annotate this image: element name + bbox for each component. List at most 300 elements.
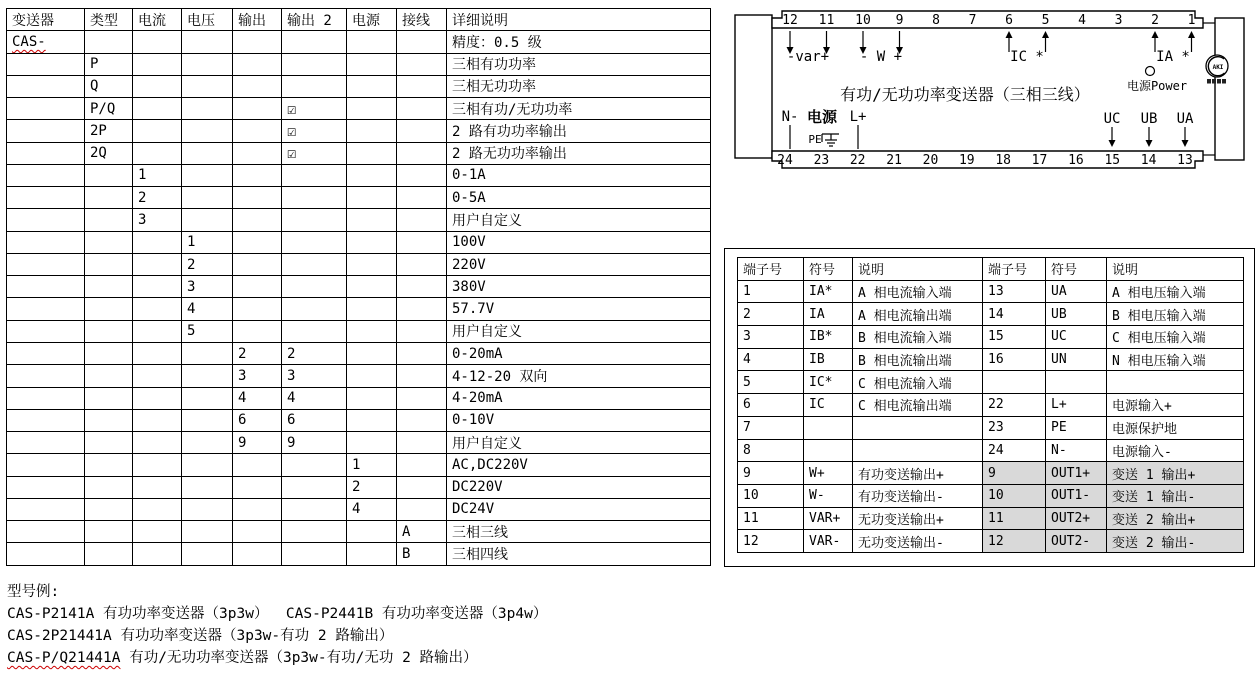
table-cell bbox=[7, 75, 85, 97]
table-cell: VAR+ bbox=[804, 507, 853, 530]
table-cell: 2 路无功功率输出 bbox=[447, 142, 711, 164]
earth-ground-icon bbox=[822, 134, 839, 146]
table-cell: A 相电压输入端 bbox=[1107, 280, 1244, 303]
table-cell bbox=[397, 298, 447, 320]
table-cell bbox=[182, 454, 233, 476]
table-cell bbox=[133, 142, 182, 164]
table-cell bbox=[7, 320, 85, 342]
table-cell bbox=[233, 298, 282, 320]
table-cell: C 相电流输出端 bbox=[853, 394, 983, 417]
table-cell bbox=[282, 543, 347, 566]
table-cell bbox=[182, 476, 233, 498]
bottom-terminal-strip bbox=[772, 151, 1203, 168]
table-cell: IB* bbox=[804, 326, 853, 349]
table-cell: 电源输入- bbox=[1107, 439, 1244, 462]
table-cell: 2 bbox=[738, 303, 804, 326]
table-cell: 电源输入+ bbox=[1107, 394, 1244, 417]
table-row bbox=[7, 387, 711, 409]
table-cell: 1 bbox=[738, 280, 804, 303]
table-cell: 2 bbox=[282, 342, 347, 364]
ia-input-label: IA * bbox=[1156, 49, 1190, 65]
table-cell bbox=[397, 320, 447, 342]
certification-badge-icon bbox=[1206, 55, 1228, 84]
table-row bbox=[7, 187, 711, 209]
table-cell bbox=[397, 209, 447, 231]
header-cell: 端子号 bbox=[738, 258, 804, 281]
table-cell: B 相电压输入端 bbox=[1107, 303, 1244, 326]
table-cell: 三相无功功率 bbox=[447, 75, 711, 97]
table-cell bbox=[7, 164, 85, 186]
table-cell: 14 bbox=[983, 303, 1046, 326]
table-cell: 变送 1 输出- bbox=[1107, 484, 1244, 507]
table-cell bbox=[397, 253, 447, 275]
table-cell: 13 bbox=[983, 280, 1046, 303]
table-cell bbox=[182, 543, 233, 566]
top-terminal-strip bbox=[772, 11, 1203, 28]
table-cell bbox=[397, 432, 447, 454]
table-cell: 1 bbox=[182, 231, 233, 253]
table-cell bbox=[397, 75, 447, 97]
table-cell bbox=[133, 231, 182, 253]
table-cell: 100V bbox=[447, 231, 711, 253]
table-cell: 4 bbox=[233, 387, 282, 409]
table-cell: UC bbox=[1046, 326, 1107, 349]
var-output-label: -var+ bbox=[786, 49, 830, 65]
table-cell: 用户自定义 bbox=[447, 432, 711, 454]
table-cell bbox=[233, 209, 282, 231]
table-cell bbox=[282, 521, 347, 543]
table-cell bbox=[282, 209, 347, 231]
table-cell: IC* bbox=[804, 371, 853, 394]
header-cell: 变送器 bbox=[7, 9, 85, 31]
table-cell bbox=[233, 454, 282, 476]
table-cell bbox=[133, 498, 182, 520]
table-cell bbox=[347, 543, 397, 566]
table-cell: 三相有功功率 bbox=[447, 53, 711, 75]
terminal-number: 12 bbox=[782, 13, 798, 28]
table-cell: 12 bbox=[738, 530, 804, 553]
table-cell: OUT2+ bbox=[1046, 507, 1107, 530]
table-cell: OUT1- bbox=[1046, 484, 1107, 507]
table-cell: 2 bbox=[182, 253, 233, 275]
table-row bbox=[738, 462, 1244, 485]
table-cell bbox=[347, 298, 397, 320]
table-cell bbox=[347, 75, 397, 97]
table-cell bbox=[85, 521, 133, 543]
terminal-number: 24 bbox=[777, 153, 793, 168]
table-cell bbox=[397, 53, 447, 75]
table-cell bbox=[182, 409, 233, 431]
table-cell bbox=[85, 253, 133, 275]
terminal-number: 18 bbox=[995, 153, 1012, 168]
table-cell: 三相四线 bbox=[447, 543, 711, 566]
table-cell: N- bbox=[1046, 439, 1107, 462]
table-cell: 有功变送输出- bbox=[853, 484, 983, 507]
table-cell bbox=[282, 298, 347, 320]
table-cell bbox=[347, 365, 397, 387]
ic-input-label: IC * bbox=[1010, 49, 1044, 65]
table-cell bbox=[282, 53, 347, 75]
table-cell bbox=[282, 454, 347, 476]
table-cell bbox=[182, 75, 233, 97]
header-cell: 类型 bbox=[85, 9, 133, 31]
header-row bbox=[738, 258, 1244, 281]
table-cell bbox=[347, 342, 397, 364]
table-cell: OUT2- bbox=[1046, 530, 1107, 553]
table-cell bbox=[397, 498, 447, 520]
table-cell: 无功变送输出+ bbox=[853, 507, 983, 530]
table-cell bbox=[85, 31, 133, 53]
table-cell: 变送 2 输出- bbox=[1107, 530, 1244, 553]
table-cell bbox=[397, 142, 447, 164]
table-row bbox=[7, 75, 711, 97]
table-cell bbox=[347, 209, 397, 231]
table-cell: 220V bbox=[447, 253, 711, 275]
table-cell bbox=[133, 476, 182, 498]
table-cell bbox=[347, 231, 397, 253]
table-cell: 15 bbox=[983, 326, 1046, 349]
table-cell: 2 路有功功率输出 bbox=[447, 120, 711, 142]
table-cell bbox=[85, 209, 133, 231]
table-row bbox=[7, 432, 711, 454]
table-cell: 3 bbox=[133, 209, 182, 231]
table-cell: B 相电流输入端 bbox=[853, 326, 983, 349]
table-row bbox=[738, 371, 1244, 394]
table-cell bbox=[7, 209, 85, 231]
table-cell bbox=[133, 75, 182, 97]
table-cell bbox=[7, 31, 85, 53]
terminal-number: 13 bbox=[1177, 153, 1193, 168]
terminal-number: 7 bbox=[968, 13, 977, 28]
table-cell: 用户自定义 bbox=[447, 320, 711, 342]
table-cell bbox=[7, 432, 85, 454]
table-row bbox=[7, 521, 711, 543]
table-cell bbox=[133, 387, 182, 409]
table-cell bbox=[7, 53, 85, 75]
model-example-line: CAS-P/Q21441A 有功/无功功率变送器（3p3w-有功/无功 2 路输出） bbox=[7, 650, 478, 666]
terminal-number: 1 bbox=[1187, 13, 1196, 28]
table-cell: 1 bbox=[133, 164, 182, 186]
spellcheck-underline: CAS-P/Q21441A bbox=[7, 650, 121, 666]
table-cell bbox=[133, 276, 182, 298]
table-cell bbox=[85, 454, 133, 476]
terminal-number: 22 bbox=[849, 153, 866, 168]
model-example-line: CAS-P2141A 有功功率变送器（3p3w） CAS-P2441B 有功功率变送器（3p4w） bbox=[7, 606, 548, 622]
table-cell: 0-5A bbox=[447, 187, 711, 209]
table-cell bbox=[397, 476, 447, 498]
table-cell bbox=[233, 231, 282, 253]
table-cell: 57.7V bbox=[447, 298, 711, 320]
table-cell: 6 bbox=[233, 409, 282, 431]
table-cell: 有功变送输出+ bbox=[853, 462, 983, 485]
table-cell: W- bbox=[804, 484, 853, 507]
terminal-number: 11 bbox=[818, 13, 835, 28]
table-cell: 无功变送输出- bbox=[853, 530, 983, 553]
table-cell bbox=[85, 164, 133, 186]
table-cell: 23 bbox=[983, 416, 1046, 439]
table-cell bbox=[397, 231, 447, 253]
table-cell bbox=[85, 498, 133, 520]
table-cell: 380V bbox=[447, 276, 711, 298]
table-cell bbox=[853, 439, 983, 462]
table-cell bbox=[7, 120, 85, 142]
table-cell bbox=[7, 142, 85, 164]
table-cell: B 相电流输出端 bbox=[853, 348, 983, 371]
checked-checkbox-icon: ☑ bbox=[282, 98, 347, 120]
table-cell bbox=[397, 387, 447, 409]
table-cell: Q bbox=[85, 75, 133, 97]
table-cell bbox=[182, 498, 233, 520]
table-cell bbox=[233, 543, 282, 566]
table-cell: 变送 2 输出+ bbox=[1107, 507, 1244, 530]
device-right-ear bbox=[1212, 18, 1244, 160]
terminal-number: 23 bbox=[813, 153, 830, 168]
table-cell bbox=[1046, 371, 1107, 394]
table-cell bbox=[7, 253, 85, 275]
table-cell bbox=[233, 164, 282, 186]
terminal-number: 14 bbox=[1140, 153, 1157, 168]
table-cell bbox=[182, 31, 233, 53]
table-row bbox=[7, 53, 711, 75]
table-cell bbox=[233, 276, 282, 298]
table-cell bbox=[233, 53, 282, 75]
table-cell bbox=[182, 164, 233, 186]
table-row bbox=[7, 31, 711, 53]
table-cell bbox=[7, 365, 85, 387]
table-cell bbox=[85, 432, 133, 454]
table-cell: DC220V bbox=[447, 476, 711, 498]
table-cell bbox=[282, 164, 347, 186]
table-cell: 0-10V bbox=[447, 409, 711, 431]
table-cell bbox=[233, 187, 282, 209]
table-cell bbox=[397, 342, 447, 364]
badge-letters: AKI bbox=[1212, 64, 1224, 71]
table-row bbox=[738, 507, 1244, 530]
table-cell bbox=[282, 498, 347, 520]
table-cell bbox=[233, 253, 282, 275]
table-cell bbox=[282, 187, 347, 209]
table-cell bbox=[7, 476, 85, 498]
table-cell: OUT1+ bbox=[1046, 462, 1107, 485]
table-cell bbox=[804, 416, 853, 439]
table-cell bbox=[182, 209, 233, 231]
table-cell bbox=[804, 439, 853, 462]
table-cell: 12 bbox=[983, 530, 1046, 553]
header-cell: 电压 bbox=[182, 9, 233, 31]
table-cell bbox=[85, 365, 133, 387]
terminal-number: 3 bbox=[1114, 13, 1123, 28]
table-cell bbox=[233, 476, 282, 498]
table-cell bbox=[397, 365, 447, 387]
header-cell: 符号 bbox=[1046, 258, 1107, 281]
table-row bbox=[738, 280, 1244, 303]
table-cell bbox=[182, 432, 233, 454]
table-cell: 4 bbox=[738, 348, 804, 371]
table-cell bbox=[182, 365, 233, 387]
header-cell: 说明 bbox=[853, 258, 983, 281]
table-cell: 3 bbox=[738, 326, 804, 349]
table-cell: P bbox=[85, 53, 133, 75]
table-cell bbox=[85, 298, 133, 320]
table-cell bbox=[182, 187, 233, 209]
table-cell bbox=[85, 276, 133, 298]
l-plus-label: L+ bbox=[849, 109, 867, 125]
table-cell bbox=[182, 53, 233, 75]
table-cell bbox=[347, 409, 397, 431]
table-cell bbox=[282, 31, 347, 53]
table-row bbox=[738, 303, 1244, 326]
table-cell bbox=[853, 416, 983, 439]
table-cell bbox=[182, 387, 233, 409]
terminal-number: 6 bbox=[1005, 13, 1013, 28]
table-cell bbox=[282, 276, 347, 298]
table-cell bbox=[85, 387, 133, 409]
table-cell bbox=[133, 409, 182, 431]
table-cell bbox=[397, 409, 447, 431]
table-row bbox=[7, 320, 711, 342]
table-cell: L+ bbox=[1046, 394, 1107, 417]
table-cell: 三相有功/无功功率 bbox=[447, 98, 711, 120]
table-cell: A bbox=[397, 521, 447, 543]
table-cell bbox=[182, 142, 233, 164]
table-row bbox=[7, 209, 711, 231]
table-row bbox=[738, 484, 1244, 507]
table-cell bbox=[133, 521, 182, 543]
table-cell bbox=[347, 276, 397, 298]
table-cell: 5 bbox=[182, 320, 233, 342]
table-cell bbox=[397, 31, 447, 53]
table-row bbox=[738, 326, 1244, 349]
table-cell: W+ bbox=[804, 462, 853, 485]
table-row bbox=[7, 543, 711, 566]
table-cell bbox=[7, 98, 85, 120]
table-cell: IC bbox=[804, 394, 853, 417]
table-cell: 9 bbox=[282, 432, 347, 454]
table-row bbox=[7, 498, 711, 520]
table-row bbox=[738, 348, 1244, 371]
table-row bbox=[7, 454, 711, 476]
spec-table-body bbox=[7, 9, 711, 566]
table-cell: 5 bbox=[738, 371, 804, 394]
table-cell bbox=[347, 432, 397, 454]
table-cell bbox=[133, 53, 182, 75]
table-cell bbox=[233, 120, 282, 142]
terminal-number: 2 bbox=[1151, 13, 1159, 28]
table-cell bbox=[397, 120, 447, 142]
table-cell bbox=[282, 75, 347, 97]
watt-output-label: - W + bbox=[859, 49, 903, 65]
table-cell bbox=[233, 521, 282, 543]
table-row bbox=[738, 439, 1244, 462]
table-cell bbox=[7, 342, 85, 364]
table-row bbox=[7, 231, 711, 253]
table-cell: UB bbox=[1046, 303, 1107, 326]
table-cell: A 相电流输入端 bbox=[853, 280, 983, 303]
table-cell: 16 bbox=[983, 348, 1046, 371]
checked-checkbox-icon: ☑ bbox=[282, 142, 347, 164]
table-cell: 4 bbox=[282, 387, 347, 409]
table-row bbox=[7, 365, 711, 387]
table-cell bbox=[7, 409, 85, 431]
table-cell bbox=[133, 432, 182, 454]
table-cell bbox=[7, 543, 85, 566]
power-led-icon bbox=[1146, 67, 1155, 76]
table-cell bbox=[133, 120, 182, 142]
table-cell: 4-12-20 双向 bbox=[447, 365, 711, 387]
table-cell bbox=[85, 543, 133, 566]
header-cell: 输出 bbox=[233, 9, 282, 31]
table-cell: 精度：0.5 级 bbox=[447, 31, 711, 53]
table-cell bbox=[133, 320, 182, 342]
device-left-ear bbox=[735, 15, 772, 158]
table-cell bbox=[133, 298, 182, 320]
model-examples-title: 型号例: bbox=[7, 584, 60, 600]
table-cell bbox=[397, 164, 447, 186]
table-cell bbox=[133, 365, 182, 387]
table-cell bbox=[7, 276, 85, 298]
table-cell: VAR- bbox=[804, 530, 853, 553]
table-cell: 2 bbox=[347, 476, 397, 498]
table-cell bbox=[282, 231, 347, 253]
table-cell bbox=[182, 120, 233, 142]
table-cell: 0-20mA bbox=[447, 342, 711, 364]
table-cell: 9 bbox=[983, 462, 1046, 485]
table-cell bbox=[347, 187, 397, 209]
table-cell bbox=[133, 342, 182, 364]
table-cell bbox=[233, 98, 282, 120]
table-cell: 2P bbox=[85, 120, 133, 142]
terminal-number: 19 bbox=[958, 153, 975, 168]
terminal-number: 10 bbox=[855, 13, 871, 28]
header-cell: 说明 bbox=[1107, 258, 1244, 281]
table-cell: 4-20mA bbox=[447, 387, 711, 409]
table-cell bbox=[983, 371, 1046, 394]
terminal-table-body bbox=[738, 258, 1244, 553]
table-row bbox=[738, 416, 1244, 439]
table-cell: 7 bbox=[738, 416, 804, 439]
table-cell: 2Q bbox=[85, 142, 133, 164]
table-cell: 2 bbox=[233, 342, 282, 364]
table-cell: 24 bbox=[983, 439, 1046, 462]
table-cell: 6 bbox=[282, 409, 347, 431]
model-examples bbox=[7, 581, 547, 669]
table-cell bbox=[85, 231, 133, 253]
table-row bbox=[7, 476, 711, 498]
table-row bbox=[7, 409, 711, 431]
header-cell: 输出 2 bbox=[282, 9, 347, 31]
table-cell: 电源保护地 bbox=[1107, 416, 1244, 439]
model-example-line: CAS-2P21441A 有功功率变送器（3p3w-有功 2 路输出） bbox=[7, 628, 394, 644]
table-cell bbox=[85, 320, 133, 342]
table-cell bbox=[397, 276, 447, 298]
table-row bbox=[7, 253, 711, 275]
table-cell: C 相电流输入端 bbox=[853, 371, 983, 394]
checked-checkbox-icon: ☑ bbox=[282, 120, 347, 142]
table-cell: 8 bbox=[738, 439, 804, 462]
table-row bbox=[7, 164, 711, 186]
terminal-number: 9 bbox=[895, 13, 904, 28]
table-cell: 3 bbox=[182, 276, 233, 298]
terminal-number: 15 bbox=[1104, 153, 1121, 168]
table-cell: UN bbox=[1046, 348, 1107, 371]
table-cell: 三相三线 bbox=[447, 521, 711, 543]
table-cell bbox=[85, 342, 133, 364]
table-cell: 3 bbox=[282, 365, 347, 387]
table-cell: C 相电压输入端 bbox=[1107, 326, 1244, 349]
table-row bbox=[7, 120, 711, 142]
table-cell bbox=[133, 98, 182, 120]
terminal-table bbox=[737, 257, 1244, 553]
